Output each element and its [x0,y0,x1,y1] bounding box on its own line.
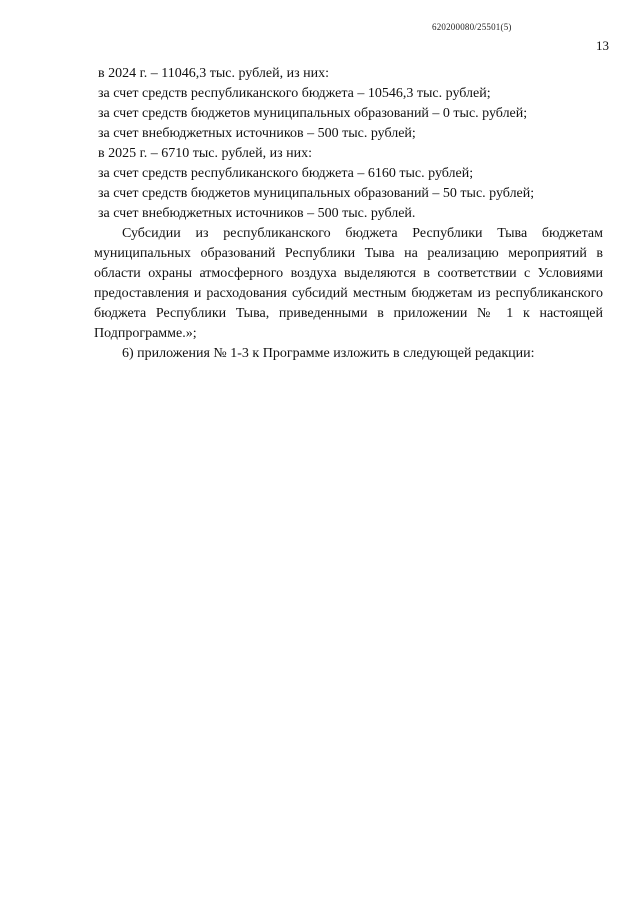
funding-line-2025: в 2025 г. – 6710 тыс. рублей, из них: [98,146,313,161]
document-body [94,64,603,364]
page-number: 13 [596,38,609,53]
funding-line-2024-municipal: за счет средств бюджетов муниципальных образований – 0 тыс. рублей; [98,106,528,121]
document-code: 620200080/25501(5) [432,22,512,32]
amendment-paragraph: 6) приложения № 1-3 к Программе изложить в следующей редакции: [122,346,535,361]
funding-line-2024-offbudget: за счет внебюджетных источников – 500 тыс. рублей; [98,126,416,141]
funding-line-2024: в 2024 г. – 11046,3 тыс. рублей, из них: [98,66,329,81]
funding-line-2025-republic: за счет средств республиканского бюджета – 6160 тыс. рублей; [98,166,474,181]
funding-line-2025-municipal: за счет средств бюджетов муниципальных образований – 50 тыс. рублей; [98,186,535,201]
funding-line-2025-offbudget: за счет внебюджетных источников – 500 тыс. рублей. [98,206,416,221]
funding-line-2024-republic: за счет средств республиканского бюджета – 10546,3 тыс. рублей; [98,86,491,101]
subsidy-paragraph: Субсидии из республиканского бюджета Республики Тыва бюджетам муниципальных образований Республики Тыва на реализацию мероприятий в области охраны атмосферного воздуха выделяются в соответствии с Условиями предоставления и расходования субсидий местным бюджетам из республиканского бюджета Республики Тыва, приведенными в приложении № 1 к настоящей Подпрограмме.»; [94,226,603,341]
